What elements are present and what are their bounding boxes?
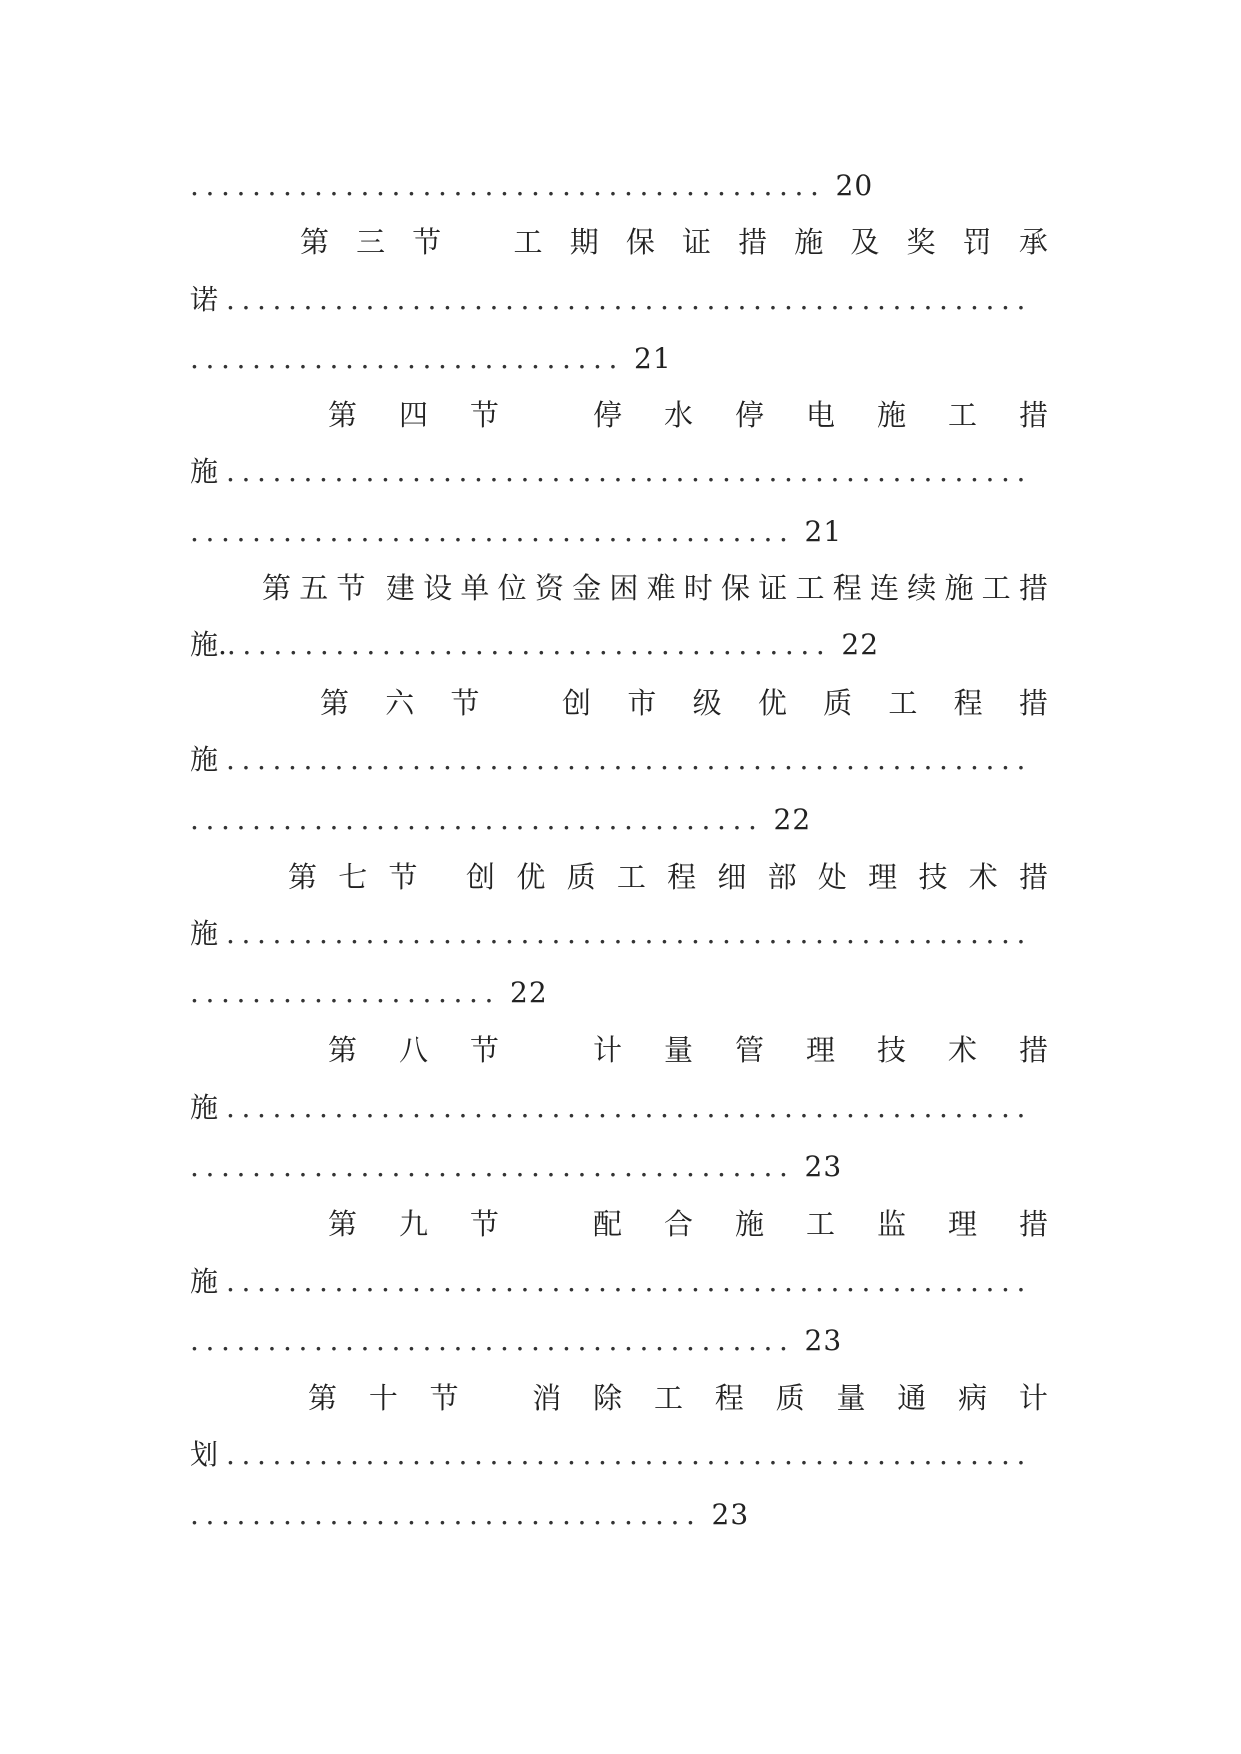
toc-char: 水 bbox=[663, 398, 693, 432]
toc-char: 建 bbox=[385, 571, 415, 605]
toc-char: 病 bbox=[958, 1381, 988, 1415]
toc-char: 质 bbox=[566, 860, 596, 894]
toc-char: 施 bbox=[190, 1265, 219, 1298]
toc-continuation bbox=[190, 452, 1060, 492]
leader-dots: .................................................... bbox=[226, 283, 1033, 316]
toc-dots-line bbox=[190, 339, 1060, 379]
toc-char: 工 bbox=[805, 1207, 835, 1241]
toc-char: 措 bbox=[1018, 571, 1048, 605]
toc-char: 第 bbox=[300, 225, 330, 259]
toc-continuation bbox=[190, 625, 1060, 665]
toc-char: 措 bbox=[1018, 860, 1048, 894]
toc-char: 市 bbox=[627, 686, 657, 720]
toc-char: 措 bbox=[738, 225, 768, 259]
toc-char: 六 bbox=[385, 686, 415, 720]
toc-char: 十 bbox=[368, 1381, 398, 1415]
toc-char: 细 bbox=[717, 860, 747, 894]
toc-heading bbox=[328, 395, 1048, 435]
toc-char: 创 bbox=[466, 860, 496, 894]
toc-char: 施 bbox=[190, 455, 219, 488]
toc-dots-line bbox=[190, 1495, 1060, 1535]
page-number: 21 bbox=[804, 515, 843, 548]
toc-char: 工 bbox=[653, 1381, 683, 1415]
toc-char: 罚 bbox=[962, 225, 992, 259]
toc-char: 理 bbox=[868, 860, 898, 894]
toc-char: 续 bbox=[907, 571, 937, 605]
toc-char: 难 bbox=[646, 571, 676, 605]
toc-char: 节 bbox=[412, 225, 442, 259]
toc-dots-line bbox=[190, 1321, 1060, 1361]
toc-char: 工 bbox=[981, 571, 1011, 605]
toc-char: 时 bbox=[683, 571, 713, 605]
toc-dots-line bbox=[190, 973, 1060, 1013]
toc-char: 七 bbox=[338, 860, 368, 894]
leader-dots: .................... bbox=[190, 976, 501, 1009]
toc-dots-line bbox=[190, 166, 1060, 206]
toc-char: 保 bbox=[625, 225, 655, 259]
leader-dots: ................................. bbox=[190, 1498, 702, 1531]
leader-dots: ..................................... bbox=[190, 803, 764, 836]
leader-dots: ....................................... bbox=[190, 1324, 795, 1357]
toc-char: 计 bbox=[1018, 1381, 1048, 1415]
leader-dots: .................................................... bbox=[226, 1265, 1033, 1298]
toc-char: 除 bbox=[593, 1381, 623, 1415]
toc-continuation bbox=[190, 914, 1060, 954]
toc-char: 工 bbox=[947, 398, 977, 432]
toc-char: 施 bbox=[190, 1091, 219, 1124]
toc-char: 计 bbox=[592, 1033, 622, 1067]
page-number: 22 bbox=[773, 803, 812, 836]
toc-char: 电 bbox=[805, 398, 835, 432]
toc-char: 施 bbox=[190, 917, 219, 950]
toc-char: 设 bbox=[423, 571, 453, 605]
toc-char: 证 bbox=[681, 225, 711, 259]
toc-char: 措 bbox=[1018, 1207, 1048, 1241]
toc-char: 证 bbox=[758, 571, 788, 605]
toc-continuation bbox=[190, 280, 1060, 320]
toc-char: 三 bbox=[356, 225, 386, 259]
leader-dots: .................................................... bbox=[226, 455, 1033, 488]
toc-char: 停 bbox=[734, 398, 764, 432]
toc-char: 理 bbox=[947, 1207, 977, 1241]
toc-char: 节 bbox=[429, 1381, 459, 1415]
toc-char: 理 bbox=[805, 1033, 835, 1067]
leader-dots: ............................ bbox=[190, 342, 625, 375]
toc-char: 质 bbox=[775, 1381, 805, 1415]
toc-char: 配 bbox=[592, 1207, 622, 1241]
toc-char: 节 bbox=[470, 1207, 500, 1241]
toc-char: 八 bbox=[399, 1033, 429, 1067]
page-number: 22 bbox=[510, 976, 548, 1009]
leader-dots: ....................................... bbox=[226, 628, 832, 661]
toc-char: 承 bbox=[1018, 225, 1048, 259]
toc-char: 第 bbox=[328, 1033, 358, 1067]
toc-char: 保 bbox=[721, 571, 751, 605]
toc-char: 困 bbox=[609, 571, 639, 605]
toc-char: 消 bbox=[532, 1381, 562, 1415]
toc-char: 措 bbox=[1018, 1033, 1048, 1067]
toc-heading bbox=[308, 1378, 1048, 1418]
toc-char: 技 bbox=[876, 1033, 906, 1067]
toc-char: 期 bbox=[569, 225, 599, 259]
page-number: 23 bbox=[804, 1150, 843, 1183]
toc-char: 四 bbox=[399, 398, 429, 432]
toc-char: 诺 bbox=[190, 283, 219, 316]
toc-char: 节 bbox=[470, 1033, 500, 1067]
toc-char: 施 bbox=[876, 398, 906, 432]
toc-char: 划 bbox=[190, 1438, 219, 1471]
toc-heading bbox=[328, 1030, 1048, 1070]
toc-dots-line bbox=[190, 1147, 1060, 1187]
page-number: 23 bbox=[804, 1324, 843, 1357]
leader-dots: .................................................... bbox=[226, 743, 1033, 776]
toc-heading bbox=[300, 222, 1048, 262]
leader-dots: .................................................... bbox=[226, 1438, 1033, 1471]
toc-char: 施 bbox=[190, 743, 219, 776]
toc-char: 管 bbox=[734, 1033, 764, 1067]
toc-char: 工 bbox=[513, 225, 543, 259]
page-number: 20 bbox=[835, 169, 874, 202]
toc-char: 金 bbox=[572, 571, 602, 605]
toc-char: 术 bbox=[947, 1033, 977, 1067]
page-number: 23 bbox=[711, 1498, 750, 1531]
toc-char: 术 bbox=[968, 860, 998, 894]
toc-dots-line bbox=[190, 512, 1060, 552]
toc-char: 监 bbox=[876, 1207, 906, 1241]
toc-continuation bbox=[190, 1435, 1060, 1475]
toc-char: 连 bbox=[869, 571, 899, 605]
toc-continuation bbox=[190, 740, 1060, 780]
toc-char: 措 bbox=[1018, 398, 1048, 432]
toc-heading bbox=[288, 857, 1048, 897]
leader-dots: ....................................... bbox=[190, 1150, 795, 1183]
toc-char: 优 bbox=[757, 686, 787, 720]
toc-char: 节 bbox=[388, 860, 418, 894]
toc-char: 创 bbox=[562, 686, 592, 720]
page-number: 22 bbox=[841, 628, 880, 661]
toc-char: 施 bbox=[734, 1207, 764, 1241]
toc-heading bbox=[262, 568, 1048, 608]
leader-dots: .................................................... bbox=[226, 917, 1033, 950]
toc-char: 量 bbox=[663, 1033, 693, 1067]
toc-char: 工 bbox=[888, 686, 918, 720]
toc-char: 工 bbox=[616, 860, 646, 894]
toc-continuation bbox=[190, 1088, 1060, 1128]
toc-char: 第 bbox=[288, 860, 318, 894]
toc-char: 节 bbox=[336, 571, 366, 605]
leader-dots: ......................................... bbox=[190, 169, 826, 202]
toc-char: 通 bbox=[897, 1381, 927, 1415]
toc-continuation bbox=[190, 1262, 1060, 1302]
toc-char: 处 bbox=[817, 860, 847, 894]
toc-heading bbox=[328, 1204, 1048, 1244]
toc-char: 奖 bbox=[906, 225, 936, 259]
toc-char: 第 bbox=[262, 571, 292, 605]
toc-char: 合 bbox=[663, 1207, 693, 1241]
toc-char: 节 bbox=[470, 398, 500, 432]
toc-char: 及 bbox=[850, 225, 880, 259]
toc-char: 程 bbox=[953, 686, 983, 720]
toc-char: 级 bbox=[692, 686, 722, 720]
toc-char: 第 bbox=[308, 1381, 338, 1415]
toc-char: 五 bbox=[299, 571, 329, 605]
toc-char: 位 bbox=[497, 571, 527, 605]
page-number: 21 bbox=[634, 342, 672, 375]
toc-char: 停 bbox=[592, 398, 622, 432]
leader-dots: ....................................... bbox=[190, 515, 795, 548]
toc-char: 程 bbox=[667, 860, 697, 894]
toc-char: 施 bbox=[944, 571, 974, 605]
toc-char: 九 bbox=[399, 1207, 429, 1241]
toc-char: 施. bbox=[190, 628, 227, 661]
toc-char: 第 bbox=[328, 1207, 358, 1241]
toc-heading bbox=[320, 683, 1048, 723]
toc-char: 第 bbox=[328, 398, 358, 432]
toc-char: 工 bbox=[795, 571, 825, 605]
toc-char: 部 bbox=[767, 860, 797, 894]
toc-char: 技 bbox=[918, 860, 948, 894]
toc-char: 资 bbox=[534, 571, 564, 605]
toc-char: 措 bbox=[1018, 686, 1048, 720]
toc-char: 质 bbox=[823, 686, 853, 720]
toc-char: 量 bbox=[836, 1381, 866, 1415]
toc-char: 程 bbox=[714, 1381, 744, 1415]
toc-char: 优 bbox=[516, 860, 546, 894]
toc-char: 程 bbox=[832, 571, 862, 605]
toc-char: 节 bbox=[450, 686, 480, 720]
toc-char: 施 bbox=[794, 225, 824, 259]
toc-char: 单 bbox=[460, 571, 490, 605]
toc-char: 第 bbox=[320, 686, 350, 720]
leader-dots: .................................................... bbox=[226, 1091, 1033, 1124]
toc-dots-line bbox=[190, 800, 1060, 840]
